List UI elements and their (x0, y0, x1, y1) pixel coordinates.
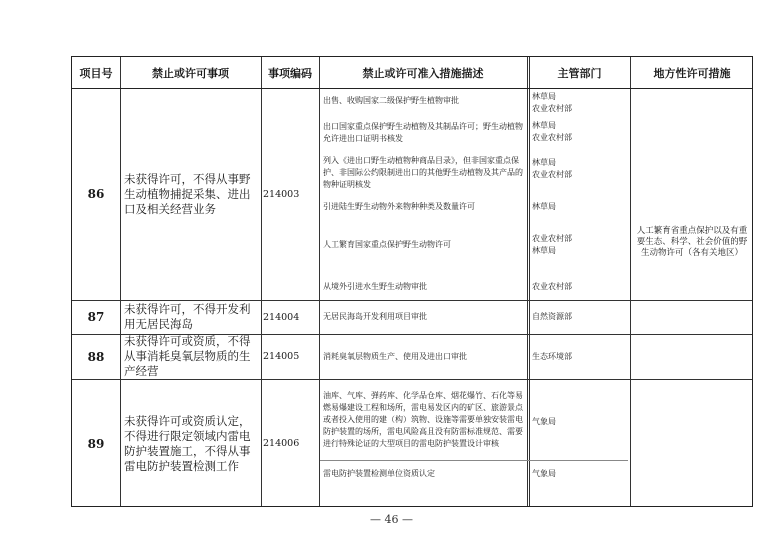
item-text: 未获得许可或资质认定，不得进行限定领域内雷电防护装置施工，不得从事雷电防护装置检测工作 (124, 413, 251, 473)
item-text: 未获得许可，不得从事野生动植物捕捉采集、进出口及相关经营业务 (124, 171, 251, 216)
dept-text: 农业农村部 (532, 282, 572, 291)
measure-desc: 出口国家重点保护野生动植物及其制品许可；野生动植物允许进出口证明书核发 (323, 122, 523, 143)
dept-text: 林草局 (532, 202, 556, 211)
measure-desc: 油库、气库、弹药库、化学品仓库、烟花爆竹、石化等易燃易爆建设工程和场所，雷电易发区内的矿区、旅游景点或者投入使用的建（构）筑物、设施等需要单独安装雷电防护装置的场所，雷电风险高且没有防雷标准规范、需要进行特殊论证的大型项目的雷电防护装置设计审核 (323, 391, 523, 448)
measure-desc: 列入《进出口野生动植物种商品目录》，但非国家重点保护、非国际公约限制进出口的其他野生动植物及其产品的物种证明核发 (323, 156, 523, 189)
page-number: — 46 — (370, 513, 413, 526)
dept-text: 林草局 农业农村部 (532, 121, 572, 142)
measure-desc: 引进陆生野生动物外来物种种类及数量许可 (323, 202, 475, 211)
item-code: 214003 (263, 188, 300, 200)
measure-desc: 无居民海岛开发利用项目审批 (323, 312, 427, 321)
permit-table (71, 56, 753, 507)
dept-text: 林草局 农业农村部 (532, 92, 572, 113)
item-code: 214006 (263, 438, 300, 449)
measure-desc: 人工繁育国家重点保护野生动物许可 (323, 240, 451, 249)
dept-text: 气象局 (532, 469, 556, 478)
row-number: 87 (87, 310, 105, 324)
row-number: 89 (87, 436, 105, 451)
measure-desc: 消耗臭氧层物质生产、使用及进出口审批 (323, 351, 467, 361)
sub-row-divider (320, 460, 628, 461)
dept-text: 林草局 农业农村部 (532, 158, 572, 179)
row-number: 86 (87, 187, 105, 201)
item-code: 214005 (263, 351, 300, 362)
header-num: 项目号 (79, 66, 113, 80)
measure-desc: 雷电防护装置检测单位资质认定 (323, 469, 435, 478)
row-number: 88 (87, 349, 105, 364)
item-text: 未获得许可或资质，不得从事消耗臭氧层物质的生产经营 (124, 334, 251, 378)
dept-text: 气象局 (532, 417, 556, 426)
col-divider (527, 57, 528, 506)
measure-desc: 从境外引进水生野生动物审批 (323, 282, 427, 291)
item-text: 未获得许可，不得开发利用无居民海岛 (124, 302, 251, 331)
header-dept: 主管部门 (557, 66, 602, 80)
dept-text: 生态环境部 (532, 351, 572, 361)
local-measure: 人工繁育省重点保护以及有重要生态、科学、社会价值的野生动物许可（各有关地区） (636, 225, 748, 258)
header-code: 事项编码 (268, 66, 312, 80)
col-divider (630, 57, 631, 506)
header-item: 禁止或许可事项 (152, 66, 229, 80)
header-local: 地方性许可措施 (653, 66, 731, 80)
item-code: 214004 (263, 311, 300, 323)
header-desc: 禁止或许可准入措施描述 (362, 66, 484, 80)
dept-text: 农业农村部 林草局 (532, 234, 572, 255)
measure-desc: 出售、收购国家二级保护野生植物审批 (323, 96, 459, 105)
dept-text: 自然资源部 (532, 312, 572, 321)
